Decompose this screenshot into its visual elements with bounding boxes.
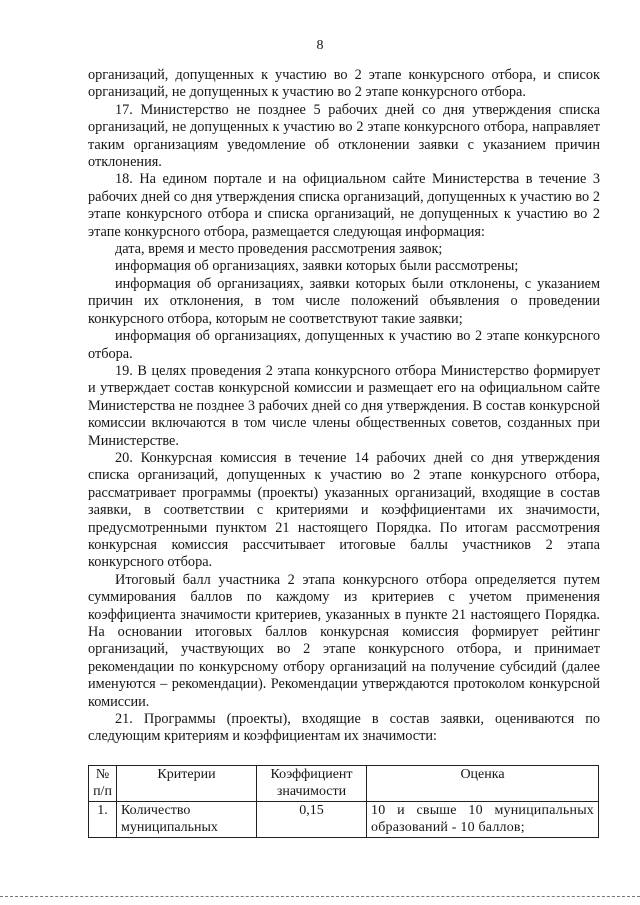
page-bottom-divider — [0, 896, 640, 897]
page-number: 8 — [316, 38, 324, 53]
table-row — [89, 802, 599, 838]
table-cell-criterion: Количество муниципальных — [117, 802, 257, 838]
table-cell-number: 1. — [89, 802, 117, 838]
paragraph: 19. В целях проведения 2 этапа конкурсного отбора Министерство формирует и утверждает состав конкурсной комиссии и размещает его на официальном сайте Министерства не позднее 3 рабочих дней со дня утверждения. В состав конкурсной комиссии включаются в том числе члены общественных советов, созданных при Министерстве. — [88, 362, 600, 449]
paragraph: 20. Конкурсная комиссия в течение 14 рабочих дней со дня утверждения списка организаций, допущенных к участию во 2 этапе конкурсного отбора, рассматривает программы (проекты) указанных организаций, входящие в состав заявки, в соответствии с критериями и коэффициентами их значимости, предусмотренными пунктом 21 настоящего Порядка. По итогам рассмотрения конкурсная комиссия рассчитывает итоговые баллы участников 2 этапа конкурсного отбора. — [88, 449, 600, 571]
column-header-score: Оценка — [367, 766, 599, 802]
column-header-coefficient: Коэффициент значимости — [257, 766, 367, 802]
paragraph: организаций, допущенных к участию во 2 этапе конкурсного отбора, и список организаций, не допущенных к участию во 2 этапе конкурсного отбора. — [88, 67, 600, 101]
paragraph: дата, время и место проведения рассмотрения заявок; — [115, 241, 443, 258]
paragraph: информация об организациях, заявки которых были отклонены, с указанием причин их отклонения, в том числе положений объявления о проведении конкурсного отбора, которым не соответствуют такие заявки; — [88, 275, 600, 327]
paragraph: 18. На едином портале и на официальном сайте Министерства в течение 3 рабочих дней со дня утверждения списка организаций, допущенных к участию во 2 этапе конкурсного отбора и списка организаций, не допущенных к участию во 2 этапе конкурсного отбора, размещается следующая информация: — [88, 171, 600, 240]
column-header-number: № п/п — [89, 766, 117, 802]
paragraph: 17. Министерство не позднее 5 рабочих дней со дня утверждения списка организаций, не допущенных к участию во 2 этапе конкурсного отбора, направляет таким организациям уведомление об отклонении заявки с указанием причин отклонения. — [88, 101, 600, 171]
criteria-table — [88, 765, 599, 838]
paragraph: информация об организациях, допущенных к участию во 2 этапе конкурсного отбора. — [88, 328, 600, 362]
paragraph: информация об организациях, заявки которых были рассмотрены; — [115, 258, 519, 275]
table-cell-score: 10 и свыше 10 муниципальных образований - 10 баллов; — [367, 802, 599, 838]
paragraph: 21. Программы (проекты), входящие в состав заявки, оцениваются по следующим критериям и коэффициентам их значимости: — [88, 711, 600, 745]
document-body — [88, 67, 600, 746]
table-cell-coefficient: 0,15 — [257, 802, 367, 838]
table-header-row — [89, 766, 599, 802]
paragraph: Итоговый балл участника 2 этапа конкурсного отбора определяется путем суммирования баллов по каждому из критериев с учетом применения коэффициента значимости критериев, указанных в пункте 21 настоящего Порядка. На основании итоговых баллов конкурсная комиссия формирует рейтинг организаций, участвующих во 2 этапе конкурсного отбора, и принимает рекомендации по конкурсному отбору организаций на получение субсидий (далее именуются – рекомендации). Рекомендации утверждаются протоколом конкурсной комиссии. — [88, 571, 600, 710]
column-header-criteria: Критерии — [117, 766, 257, 802]
